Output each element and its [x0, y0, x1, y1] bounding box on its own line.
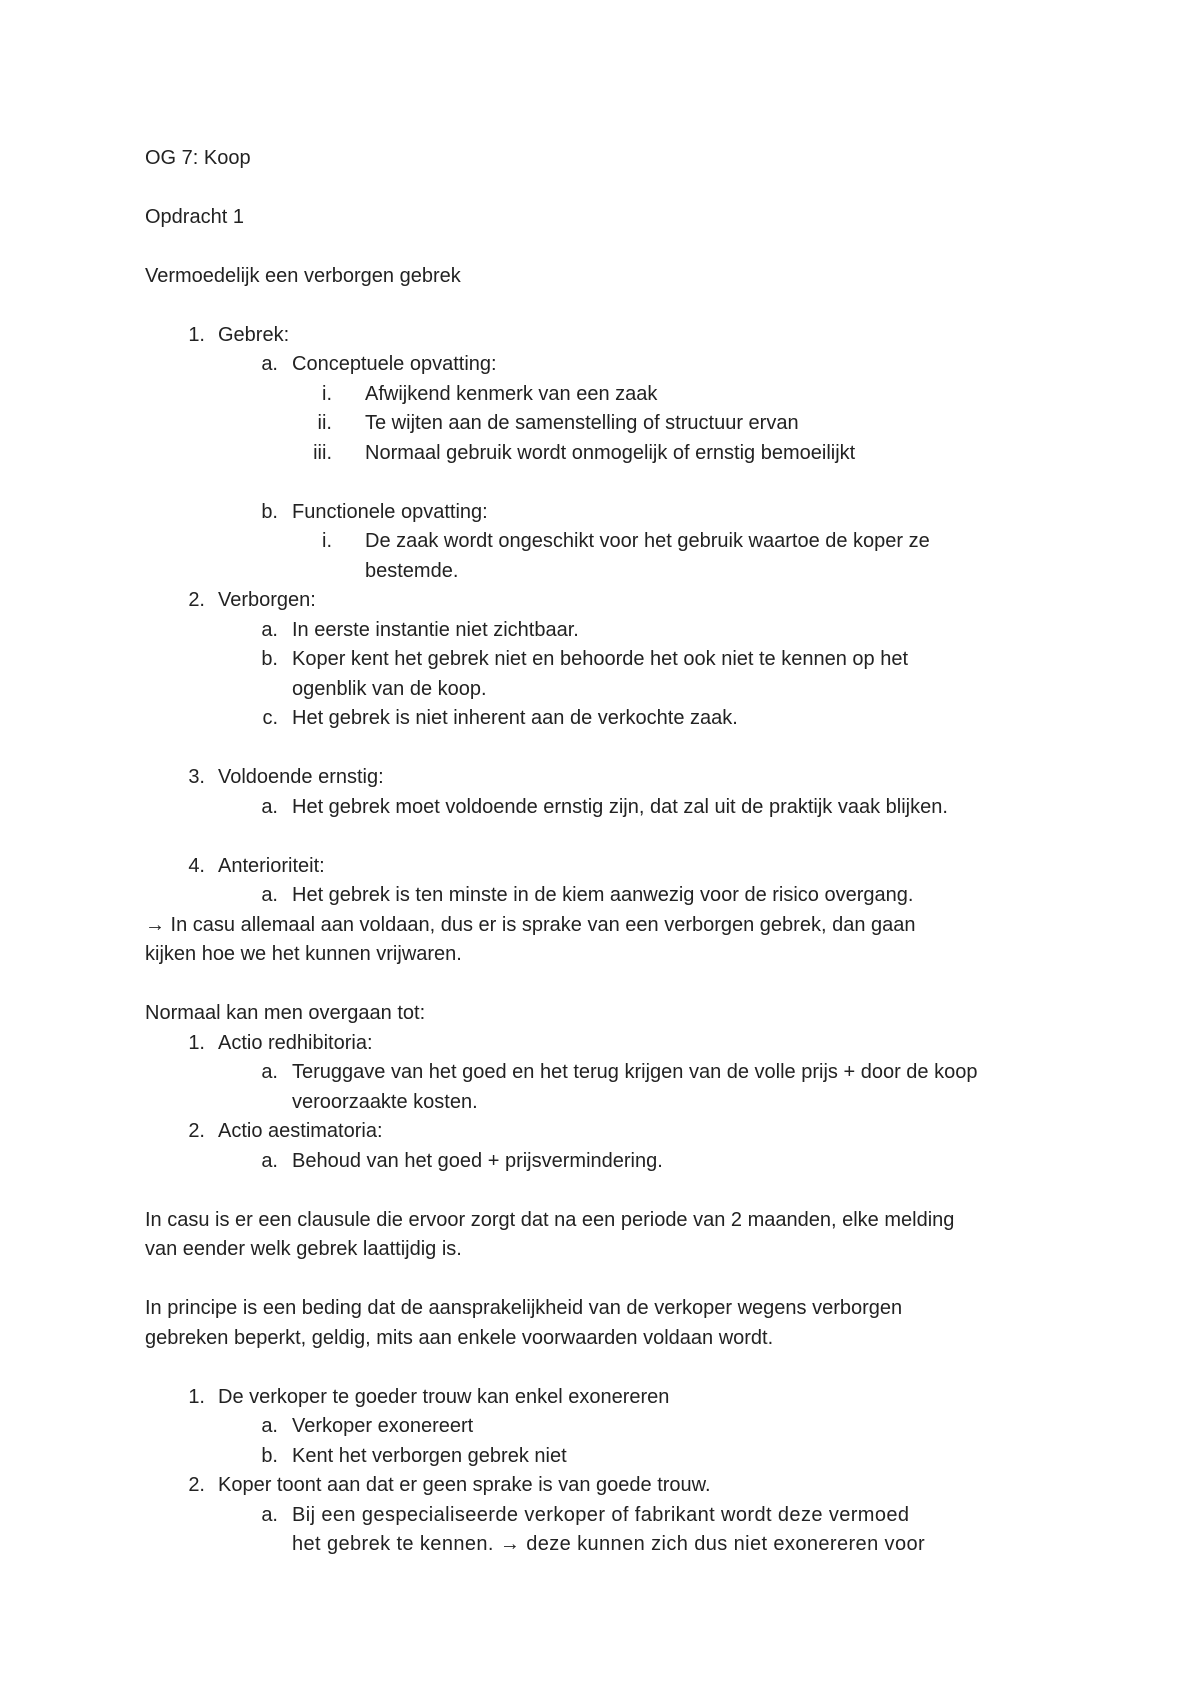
list-marker: 4.: [188, 855, 205, 877]
list-marker: 1.: [188, 1386, 205, 1408]
list-item: Anterioriteit:: [218, 855, 325, 877]
list-marker: a.: [261, 1061, 278, 1083]
list-item: Actio redhibitoria:: [218, 1032, 373, 1054]
list-marker: a.: [261, 1415, 278, 1437]
list-item: Afwijkend kenmerk van een zaak: [365, 383, 658, 405]
list-marker: b.: [261, 1445, 278, 1467]
list-marker: 3.: [188, 766, 205, 788]
list-marker: i.: [322, 530, 332, 552]
list-item: In eerste instantie niet zichtbaar.: [292, 619, 579, 641]
list-item: Het gebrek moet voldoende ernstig zijn, dat zal uit de praktijk vaak blijken.: [292, 796, 948, 818]
list-item: Teruggave van het goed en het terug krijgen van de volle prijs + door de koop: [292, 1061, 978, 1083]
list-item: Conceptuele opvatting:: [292, 353, 497, 375]
list-item: Koper kent het gebrek niet en behoorde het ook niet te kennen op het: [292, 648, 909, 670]
list-marker: 2.: [188, 589, 205, 611]
list-item-continued: bestemde.: [365, 560, 459, 582]
list-item: Het gebrek is niet inherent aan de verkochte zaak.: [292, 707, 738, 729]
list-item: Te wijten aan de samenstelling of structuur ervan: [365, 412, 799, 434]
list-item: Verkoper exonereert: [292, 1415, 474, 1437]
list-marker: a.: [261, 796, 278, 818]
paragraph: Normaal kan men overgaan tot:: [145, 1002, 426, 1024]
conclusion-paragraph: → In casu allemaal aan voldaan, dus er is sprake van een verborgen gebrek, dan gaan: [145, 914, 916, 936]
list-item: Functionele opvatting:: [292, 501, 488, 523]
list-marker: a.: [261, 884, 278, 906]
list-marker: 2.: [188, 1474, 205, 1496]
list-marker: b.: [261, 501, 278, 523]
list-item: Kent het verborgen gebrek niet: [292, 1445, 567, 1467]
list-item: Het gebrek is ten minste in de kiem aanwezig voor de risico overgang.: [292, 884, 914, 906]
conclusion-paragraph-continued: kijken hoe we het kunnen vrijwaren.: [145, 943, 462, 965]
section-heading: Opdracht 1: [145, 206, 244, 228]
list-marker: a.: [261, 353, 278, 375]
paragraph-continued: van eender welk gebrek laattijdig is.: [145, 1238, 462, 1260]
list-marker: 1.: [188, 1032, 205, 1054]
list-item-continued: ogenblik van de koop.: [292, 678, 487, 700]
document-title: OG 7: Koop: [145, 147, 251, 169]
list-item: Koper toont aan dat er geen sprake is van goede trouw.: [218, 1474, 711, 1496]
list-item: Normaal gebruik wordt onmogelijk of ernstig bemoeilijkt: [365, 442, 856, 464]
intro-paragraph: Vermoedelijk een verborgen gebrek: [145, 265, 461, 287]
list-marker: a.: [261, 619, 278, 641]
list-marker: i.: [322, 383, 332, 405]
list-item: De zaak wordt ongeschikt voor het gebruik waartoe de koper ze: [365, 530, 930, 552]
list-marker: a.: [261, 1504, 278, 1526]
list-item-continued: het gebrek te kennen. → deze kunnen zich dus niet exonereren voor: [292, 1533, 926, 1555]
list-item: Actio aestimatoria:: [218, 1120, 383, 1142]
list-marker: c.: [262, 707, 278, 729]
list-item: De verkoper te goeder trouw kan enkel exonereren: [218, 1386, 670, 1408]
list-item: Bij een gespecialiseerde verkoper of fabrikant wordt deze vermoed: [292, 1504, 910, 1526]
list-marker: 2.: [188, 1120, 205, 1142]
list-item: Voldoende ernstig:: [218, 766, 384, 788]
paragraph: In casu is er een clausule die ervoor zorgt dat na een periode van 2 maanden, elke melding: [145, 1209, 955, 1231]
list-item: Verborgen:: [218, 589, 316, 611]
list-item: Gebrek:: [218, 324, 290, 346]
list-item-continued: veroorzaakte kosten.: [292, 1091, 478, 1113]
paragraph: In principe is een beding dat de aansprakelijkheid van de verkoper wegens verborgen: [145, 1297, 903, 1319]
list-marker: ii.: [317, 412, 332, 434]
list-marker: iii.: [313, 442, 332, 464]
list-marker: 1.: [188, 324, 205, 346]
list-marker: b.: [261, 648, 278, 670]
paragraph-continued: gebreken beperkt, geldig, mits aan enkele voorwaarden voldaan wordt.: [145, 1327, 774, 1349]
list-marker: a.: [261, 1150, 278, 1172]
list-item: Behoud van het goed + prijsvermindering.: [292, 1150, 663, 1172]
